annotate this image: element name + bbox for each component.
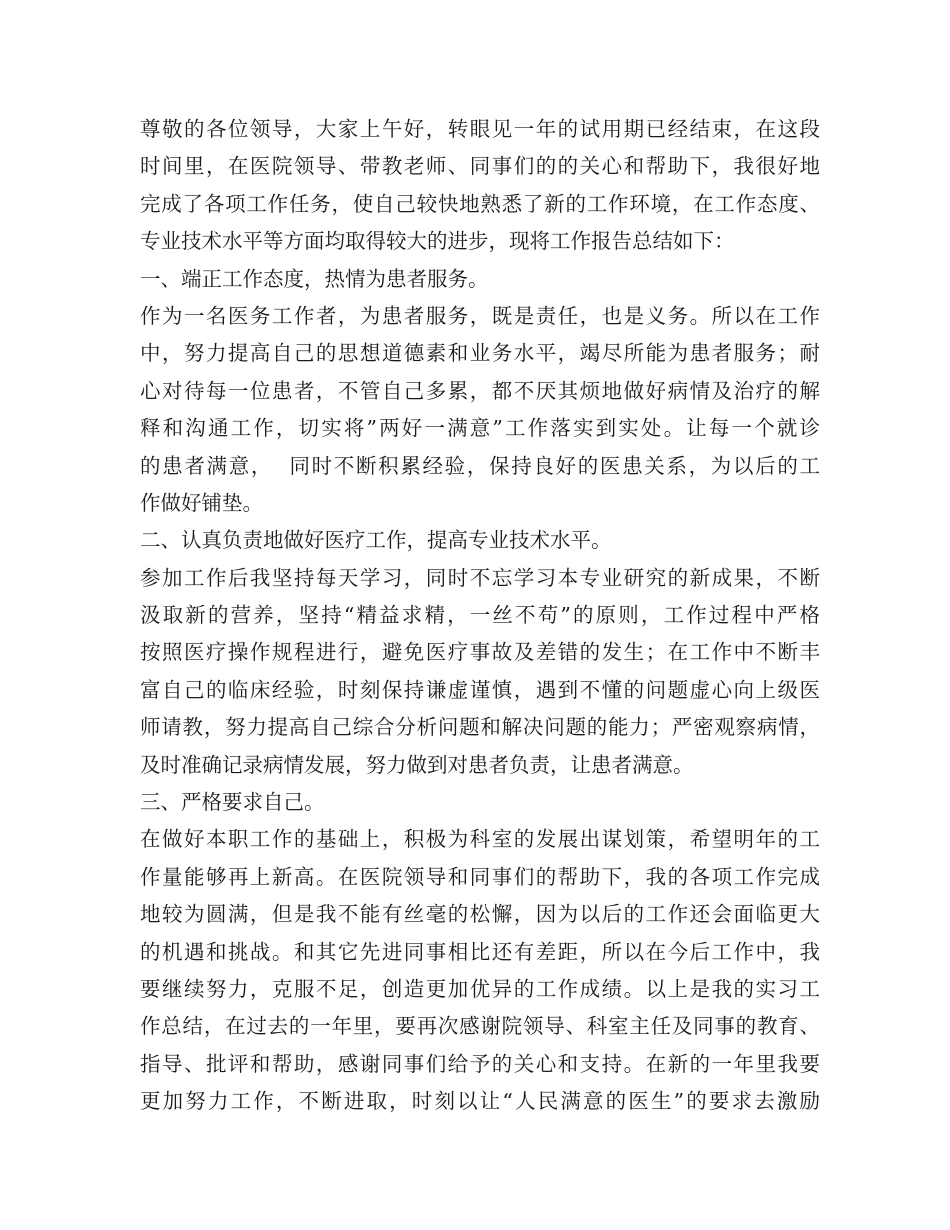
text-line: 作总结，在过去的一年里，要再次感谢院领导、科室主任及同事的教育、 [140,1014,820,1039]
text-line: 及时准确记录病情发展，努力做到对患者负责，让患者满意。 [140,752,694,777]
text-line: 时间里，在医院领导、带教老师、同事们的的关心和帮助下，我很好地 [140,154,820,179]
text-line: 按照医疗操作规程进行，避免医疗事故及差错的发生；在工作中不断丰 [140,640,820,665]
text-line: 尊敬的各位领导，大家上午好，转眼见一年的试用期已经结束，在这段 [140,117,820,141]
text-line: 中，努力提高自己的思想道德素和业务水平，竭尽所能为患者服务；耐 [140,341,820,366]
text-line: 完成了各项工作任务，使自己较快地熟悉了新的工作环境，在工作态度、 [140,191,820,216]
text-line: 指导、批评和帮助，感谢同事们给予的关心和支持。在新的一年里我要 [140,1051,820,1076]
text-line: 要继续努力，克服不足，创造更加优异的工作成绩。以上是我的实习工 [140,976,820,1001]
section-heading-2: 二、认真负责地做好医疗工作，提高专业技术水平。 [140,528,612,553]
text-line: 师请教，努力提高自己综合分析问题和解决问题的能力；严密观察病情， [140,715,820,740]
section-heading-3: 三、严格要求自己。 [140,790,325,815]
text-line: 更加努力工作，不断进取，时刻以让“人民满意的医生”的要求去激励 [140,1089,820,1114]
text-line: 的患者满意， 同时不断积累经验，保持良好的医患关系，为以后的工 [140,453,820,478]
text-line: 的机遇和挑战。和其它先进同事相比还有差距，所以在今后工作中，我 [140,939,820,964]
text-line: 作量能够再上新高。在医院领导和同事们的帮助下，我的各项工作完成 [140,864,820,889]
text-line: 富自己的临床经验，时刻保持谦虚谨慎，遇到不懂的问题虚心向上级医 [140,677,820,702]
text-line: 地较为圆满，但是我不能有丝毫的松懈，因为以后的工作还会面临更大 [140,902,820,927]
text-line: 心对待每一位患者，不管自己多累，都不厌其烦地做好病情及治疗的解 [140,378,820,403]
text-line: 在做好本职工作的基础上，积极为科室的发展出谋划策，希望明年的工 [140,827,820,852]
text-line: 释和沟通工作，切实将”两好一满意”工作落实到实处。让每一个就诊 [140,416,820,441]
text-line: 汲取新的营养，坚持“精益求精，一丝不苟”的原则，工作过程中严格 [140,603,820,628]
text-line: 作做好铺垫。 [140,490,263,515]
section-heading-1: 一、端正工作态度，热情为患者服务。 [140,266,489,291]
text-line: 作为一名医务工作者，为患者服务，既是责任，也是义务。所以在工作 [140,303,820,328]
text-line: 专业技术水平等方面均取得较大的进步，现将工作报告总结如下： [140,229,735,254]
document-body [140,111,820,1121]
text-line: 参加工作后我坚持每天学习，同时不忘学习本专业研究的新成果，不断 [140,565,820,590]
